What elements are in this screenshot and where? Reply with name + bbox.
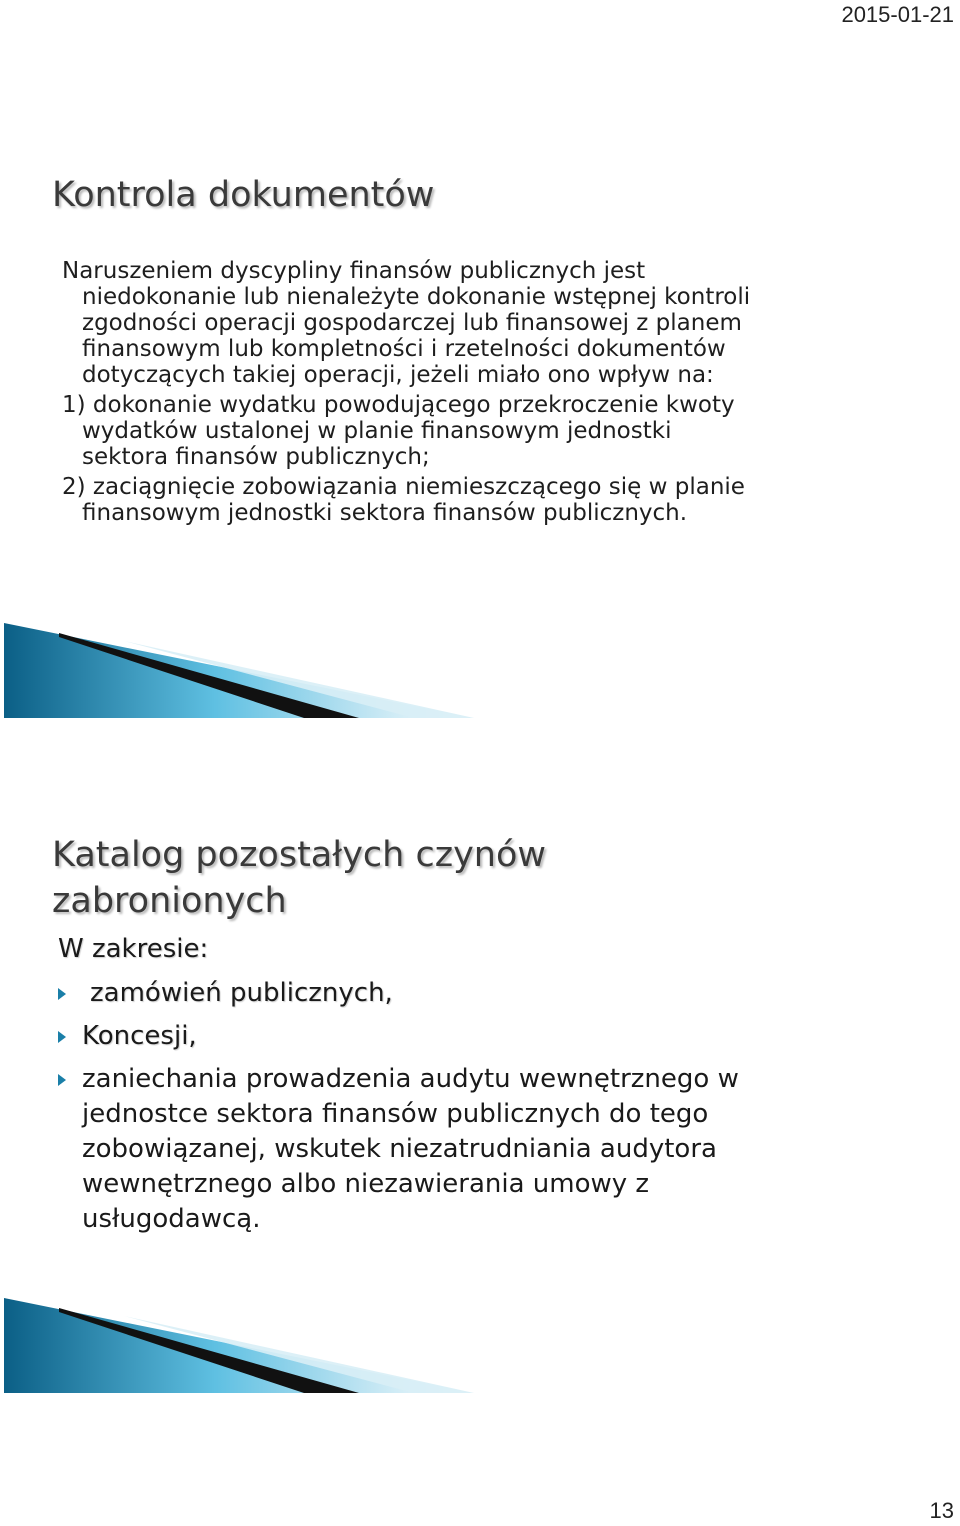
paragraph-item-2: 2) zaciągnięcie zobowiązania niemieszczącego się w planie finansowym jednostki sektora finansów publicznych. (62, 474, 745, 526)
triangle-bullet-icon (58, 988, 66, 1000)
bullet-text: zamówień publicznych, (90, 978, 393, 1008)
slide-kontrola-dokumentow (0, 160, 960, 720)
bullet-list (58, 976, 758, 1245)
slide-body (62, 258, 762, 530)
decorative-swoosh-bar (4, 1298, 474, 1393)
triangle-bullet-icon (58, 1031, 66, 1043)
slide-katalog-czynow (0, 830, 960, 1395)
slide-title-line-2: zabronionych (52, 881, 287, 921)
page-number: 13 (929, 1498, 954, 1523)
lead-text: W zakresie: (58, 934, 209, 964)
paragraph-intro: Naruszeniem dyscypliny finansów publicznych jest niedokonanie lub nienależyte dokonanie wstępnej kontroli zgodności operacji gospodarczej lub finansowej z planem finansowym lub kompletności i rzetelności dokumentów dotyczących takiej operacji, jeżeli miało ono wpływ na: (62, 258, 751, 388)
triangle-bullet-icon (58, 1074, 66, 1086)
list-item (58, 1062, 758, 1237)
list-item (58, 1019, 758, 1054)
bullet-text: Koncesji, (82, 1021, 197, 1051)
decorative-swoosh-bar (4, 623, 474, 718)
slide-title (52, 832, 546, 924)
bullet-text: zaniechania prowadzenia audytu wewnętrznego w jednostce sektora finansów publicznych do tego zobowiązanej, wskutek niezatrudniania audytora wewnętrznego albo niezawierania umowy z usługodawcą. (82, 1064, 739, 1234)
list-item (58, 976, 758, 1011)
slide-title: Kontrola dokumentów (52, 175, 435, 215)
slide-title-line-1: Katalog pozostałych czynów (52, 835, 547, 875)
header-date: 2015-01-21 (841, 2, 954, 27)
paragraph-item-1: 1) dokonanie wydatku powodującego przekroczenie kwoty wydatków ustalonej w planie finansowym jednostki sektora finansów publicznych; (62, 392, 735, 470)
